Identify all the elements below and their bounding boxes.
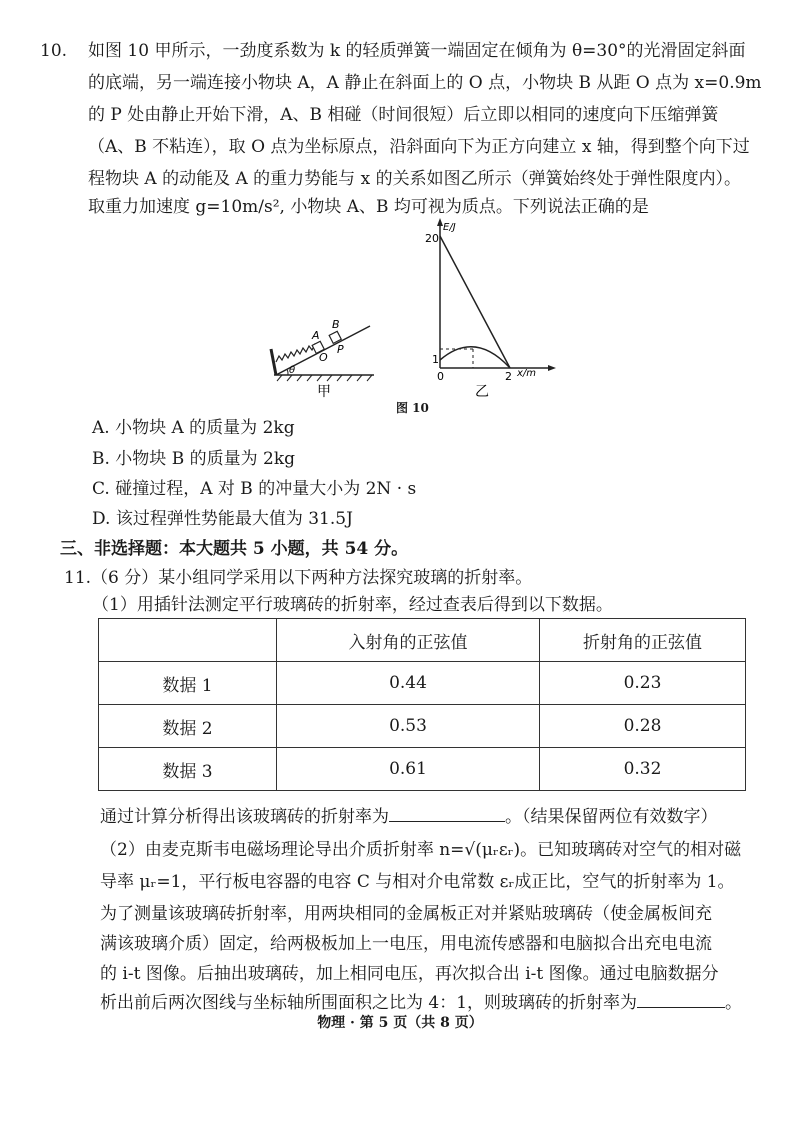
label-b: B <box>332 318 340 331</box>
q10-line-4: （A、B 不粘连），取 O 点为坐标原点，沿斜面向下为正方向建立 x 轴，得到整个向下过 <box>88 137 750 157</box>
q11-part2-line-4: 满该玻璃介质）固定，给两极板加上一电压，用电流传感器和电脑拟合出充电电流 <box>100 934 712 954</box>
table-cell: 数据 1 <box>99 662 277 705</box>
q11-answer-suffix: 。（结果保留两位有效数字） <box>505 807 718 827</box>
table-row <box>99 705 746 748</box>
table-cell: 0.44 <box>277 662 540 705</box>
table-cell: 0.28 <box>540 705 746 748</box>
q10-number: 10. <box>40 41 68 61</box>
q11-part2-line-2: 导率 μᵣ=1，平行板电容器的电容 C 与相对介电常数 εᵣ成正比，空气的折射率为 1。 <box>100 872 735 892</box>
q11-part1: （1）用插针法测定平行玻璃砖的折射率，经过查表后得到以下数据。 <box>92 595 613 615</box>
option-b: B. 小物块 B 的质量为 2kg <box>92 449 296 469</box>
table-header-refraction: 折射角的正弦值 <box>540 619 746 662</box>
label-p: P <box>337 343 344 356</box>
kinetic-energy-curve <box>440 347 510 368</box>
page-footer: 物理 · 第 5 页（共 8 页） <box>317 1015 483 1031</box>
label-jia: 甲 <box>317 384 331 400</box>
q11-answer-prefix: 通过计算分析得出该玻璃砖的折射率为 <box>100 807 389 827</box>
label-a: A <box>312 329 320 342</box>
q11-part2-line-6 <box>100 991 742 1014</box>
table-cell: 数据 2 <box>99 705 277 748</box>
table-cell: 0.53 <box>277 705 540 748</box>
q11-part2-line-5: 的 i-t 图像。后抽出玻璃砖，加上相同电压，再次拟合出 i-t 图像。通过电脑数据分 <box>100 964 719 984</box>
table-row <box>99 662 746 705</box>
q11-part2-line-3: 为了测量该玻璃砖折射率，用两块相同的金属板正对并紧贴玻璃砖（使金属板间充 <box>100 904 712 924</box>
axis-x-label: x/m <box>517 368 537 379</box>
figure-10 <box>262 218 562 418</box>
figure-caption: 图 10 <box>396 401 429 415</box>
tick-2: 2 <box>505 370 512 383</box>
q11-part2-line-1: （2）由麦克斯韦电磁场理论导出介质折射率 n=√(μᵣεᵣ)。已知玻璃砖对空气的相对磁 <box>100 840 742 860</box>
q11-intro: 11.（6 分）某小组同学采用以下两种方法探究玻璃的折射率。 <box>64 568 533 588</box>
table-cell: 数据 3 <box>99 748 277 791</box>
label-o: O <box>319 351 328 364</box>
axis-y-label: E/J <box>443 222 456 233</box>
q10-line-2: 的底端，另一端连接小物块 A，A 静止在斜面上的 O 点，小物块 B 从距 O 点为 x=0.9m <box>88 73 762 93</box>
table-header-incidence: 入射角的正弦值 <box>277 619 540 662</box>
option-c: C. 碰撞过程，A 对 B 的冲量大小为 2N · s <box>92 479 417 499</box>
tick-20: 20 <box>425 232 439 245</box>
tick-0: 0 <box>437 370 444 383</box>
answer-blank-2[interactable] <box>637 991 725 1008</box>
q10-line-6: 取重力加速度 g=10m/s², 小物块 A、B 均可视为质点。下列说法正确的是 <box>88 197 649 217</box>
table-header-row <box>99 619 746 662</box>
option-d: D. 该过程弹性势能最大值为 31.5J <box>92 509 353 529</box>
tick-1: 1 <box>432 353 439 366</box>
refraction-table <box>98 618 746 791</box>
label-theta: θ <box>289 365 296 376</box>
answer-blank-1[interactable] <box>389 805 505 822</box>
q11-part2-last-prefix: 析出前后两次图线与坐标轴所围面积之比为 4：1，则玻璃砖的折射率为 <box>100 993 638 1013</box>
option-a: A. 小物块 A 的质量为 2kg <box>92 418 295 438</box>
table-cell: 0.23 <box>540 662 746 705</box>
table-cell: 0.61 <box>277 748 540 791</box>
q10-line-5: 程物块 A 的动能及 A 的重力势能与 x 的关系如图乙所示（弹簧始终处于弹性限度内）。 <box>88 169 742 189</box>
table-cell: 0.32 <box>540 748 746 791</box>
q11-part2-last-suffix: 。 <box>725 993 743 1013</box>
table-row <box>99 748 746 791</box>
section-title: 三、非选择题：本大题共 5 小题，共 54 分。 <box>60 539 409 559</box>
potential-energy-line <box>440 236 510 368</box>
q10-line-3: 的 P 处由静止开始下滑，A、B 相碰（时间很短）后立即以相同的速度向下压缩弹簧 <box>88 105 719 125</box>
energy-graph <box>425 218 556 400</box>
q11-answer-line-1 <box>100 805 718 828</box>
q10-line-1: 如图 10 甲所示，一劲度系数为 k 的轻质弹簧一端固定在倾角为 θ=30°的光滑固定斜面 <box>88 41 746 61</box>
incline-diagram <box>271 318 374 400</box>
table-header-empty <box>99 619 277 662</box>
label-yi: 乙 <box>475 384 489 400</box>
